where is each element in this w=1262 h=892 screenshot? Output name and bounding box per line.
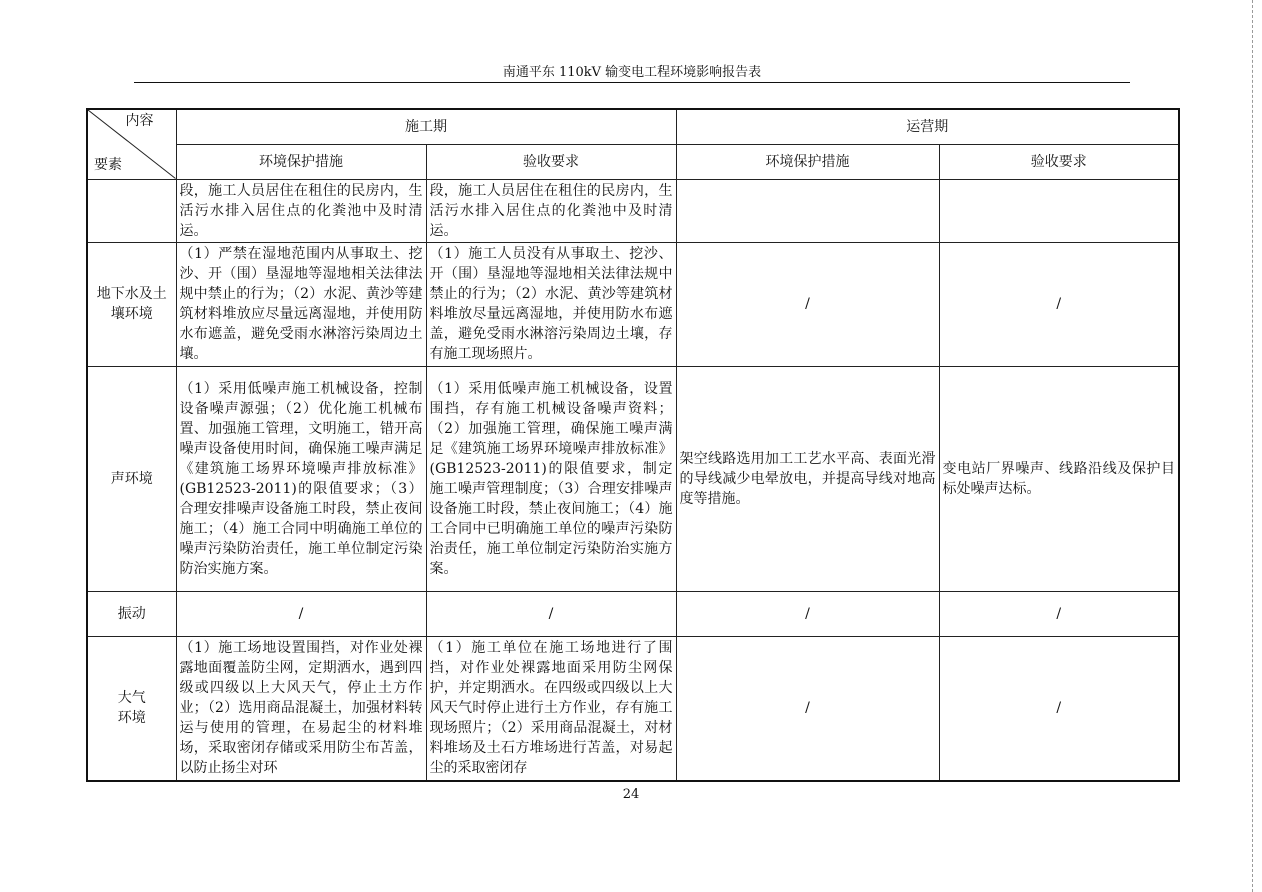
construction-acceptance-cell: （1）采用低噪声施工机械设备，设置围挡，存有施工机械设备噪声资料；（2）加强施工管理，确保施工噪声满足《建筑施工场界环境噪声排放标准》(GB12523-2011)的限值要求，制定施工噪声管理制度；（3）合理安排噪声设备施工时段，禁止夜间施工；（4）施工合同中已明确施工单位的噪声污染防治责任，施工单位制定污染防治实施方案。 bbox=[426, 366, 676, 591]
operation-measures-cell: / bbox=[676, 636, 939, 781]
corner-label-content: 内容 bbox=[125, 113, 154, 129]
header-construction-phase: 施工期 bbox=[176, 109, 676, 144]
operation-measures-cell: 架空线路选用加工工艺水平高、表面光滑的导线减少电晕放电，并提高导线对地高度等措施。 bbox=[676, 366, 939, 591]
corner-label-element: 要素 bbox=[94, 156, 122, 173]
construction-acceptance-cell: （1）施工人员没有从事取土、挖沙、开（围）垦湿地等湿地相关法律法规中禁止的行为；（2）水泥、黄沙等建筑材料堆放尽量远离湿地，并使用防水布遮盖，避免受雨水淋溶污染周边土壤，存有施工现场照片。 bbox=[426, 242, 676, 366]
table-row bbox=[87, 366, 1179, 591]
construction-acceptance-cell: （1）施工单位在施工场地进行了围挡，对作业处裸露地面采用防尘网保护，并定期洒水。在四级或四级以上大风天气时停止进行土方作业，存有施工现场照片；（2）采用商品混凝土，对材料堆场及土石方堆场进行苫盖，对易起尘的采取密闭存 bbox=[426, 636, 676, 781]
element-cell: 大气环境 bbox=[87, 636, 176, 781]
construction-acceptance-cell: / bbox=[426, 591, 676, 636]
operation-acceptance-cell bbox=[939, 179, 1179, 242]
element-cell: 声环境 bbox=[87, 366, 176, 591]
corner-header-cell bbox=[87, 109, 176, 179]
operation-measures-cell bbox=[676, 179, 939, 242]
table-header-row-columns bbox=[87, 144, 1179, 179]
operation-measures-cell: / bbox=[676, 242, 939, 366]
table-row bbox=[87, 591, 1179, 636]
header-operation-measures: 环境保护措施 bbox=[676, 144, 939, 179]
header-operation-acceptance: 验收要求 bbox=[939, 144, 1179, 179]
element-cell bbox=[87, 179, 176, 242]
environmental-measures-table bbox=[86, 108, 1180, 782]
operation-measures-cell: / bbox=[676, 591, 939, 636]
header-construction-acceptance: 验收要求 bbox=[426, 144, 676, 179]
construction-measures-cell: （1）严禁在湿地范围内从事取土、挖沙、开（围）垦湿地等湿地相关法律法规中禁止的行为；（2）水泥、黄沙等建筑材料堆放应尽量远离湿地，并使用防水布遮盖，避免受雨水淋溶污染周边土壤。 bbox=[176, 242, 426, 366]
construction-measures-cell: （1）施工场地设置围挡，对作业处裸露地面覆盖防尘网，定期洒水，遇到四级或四级以上大风天气，停止土方作业；（2）选用商品混凝土，加强材料转运与使用的管理，在易起尘的材料堆场，采取密闭存储或采用防尘布苫盖，以防止扬尘对环 bbox=[176, 636, 426, 781]
header-construction-measures: 环境保护措施 bbox=[176, 144, 426, 179]
element-cell: 地下水及土壤环境 bbox=[87, 242, 176, 366]
construction-measures-cell: （1）采用低噪声施工机械设备，控制设备噪声源强；（2）优化施工机械布置、加强施工管理，文明施工，错开高噪声设备使用时间，确保施工噪声满足《建筑施工场界环境噪声排放标准》(GB12523-2011)的限值要求；（3）合理安排噪声设备施工时段，禁止夜间施工；（4）施工合同中明确施工单位的噪声污染防治责任，施工单位制定污染防治实施方案。 bbox=[176, 366, 426, 591]
operation-acceptance-cell: / bbox=[939, 242, 1179, 366]
construction-measures-cell: / bbox=[176, 591, 426, 636]
operation-acceptance-cell: 变电站厂界噪声、线路沿线及保护目标处噪声达标。 bbox=[939, 366, 1179, 591]
table-row bbox=[87, 179, 1179, 242]
element-cell: 振动 bbox=[87, 591, 176, 636]
header-operation-phase: 运营期 bbox=[676, 109, 1179, 144]
page-number: 24 bbox=[622, 787, 640, 802]
operation-acceptance-cell: / bbox=[939, 636, 1179, 781]
table-row bbox=[87, 242, 1179, 366]
table-row bbox=[87, 636, 1179, 781]
page-edge-line bbox=[1252, 0, 1253, 892]
document-header: 南通平东 110kV 输变电工程环境影响报告表 bbox=[134, 64, 1130, 83]
operation-acceptance-cell: / bbox=[939, 591, 1179, 636]
construction-acceptance-cell: 段，施工人员居住在租住的民房内，生活污水排入居住点的化粪池中及时清运。 bbox=[426, 179, 676, 242]
table-header-row-phases bbox=[87, 109, 1179, 144]
construction-measures-cell: 段，施工人员居住在租住的民房内，生活污水排入居住点的化粪池中及时清运。 bbox=[176, 179, 426, 242]
